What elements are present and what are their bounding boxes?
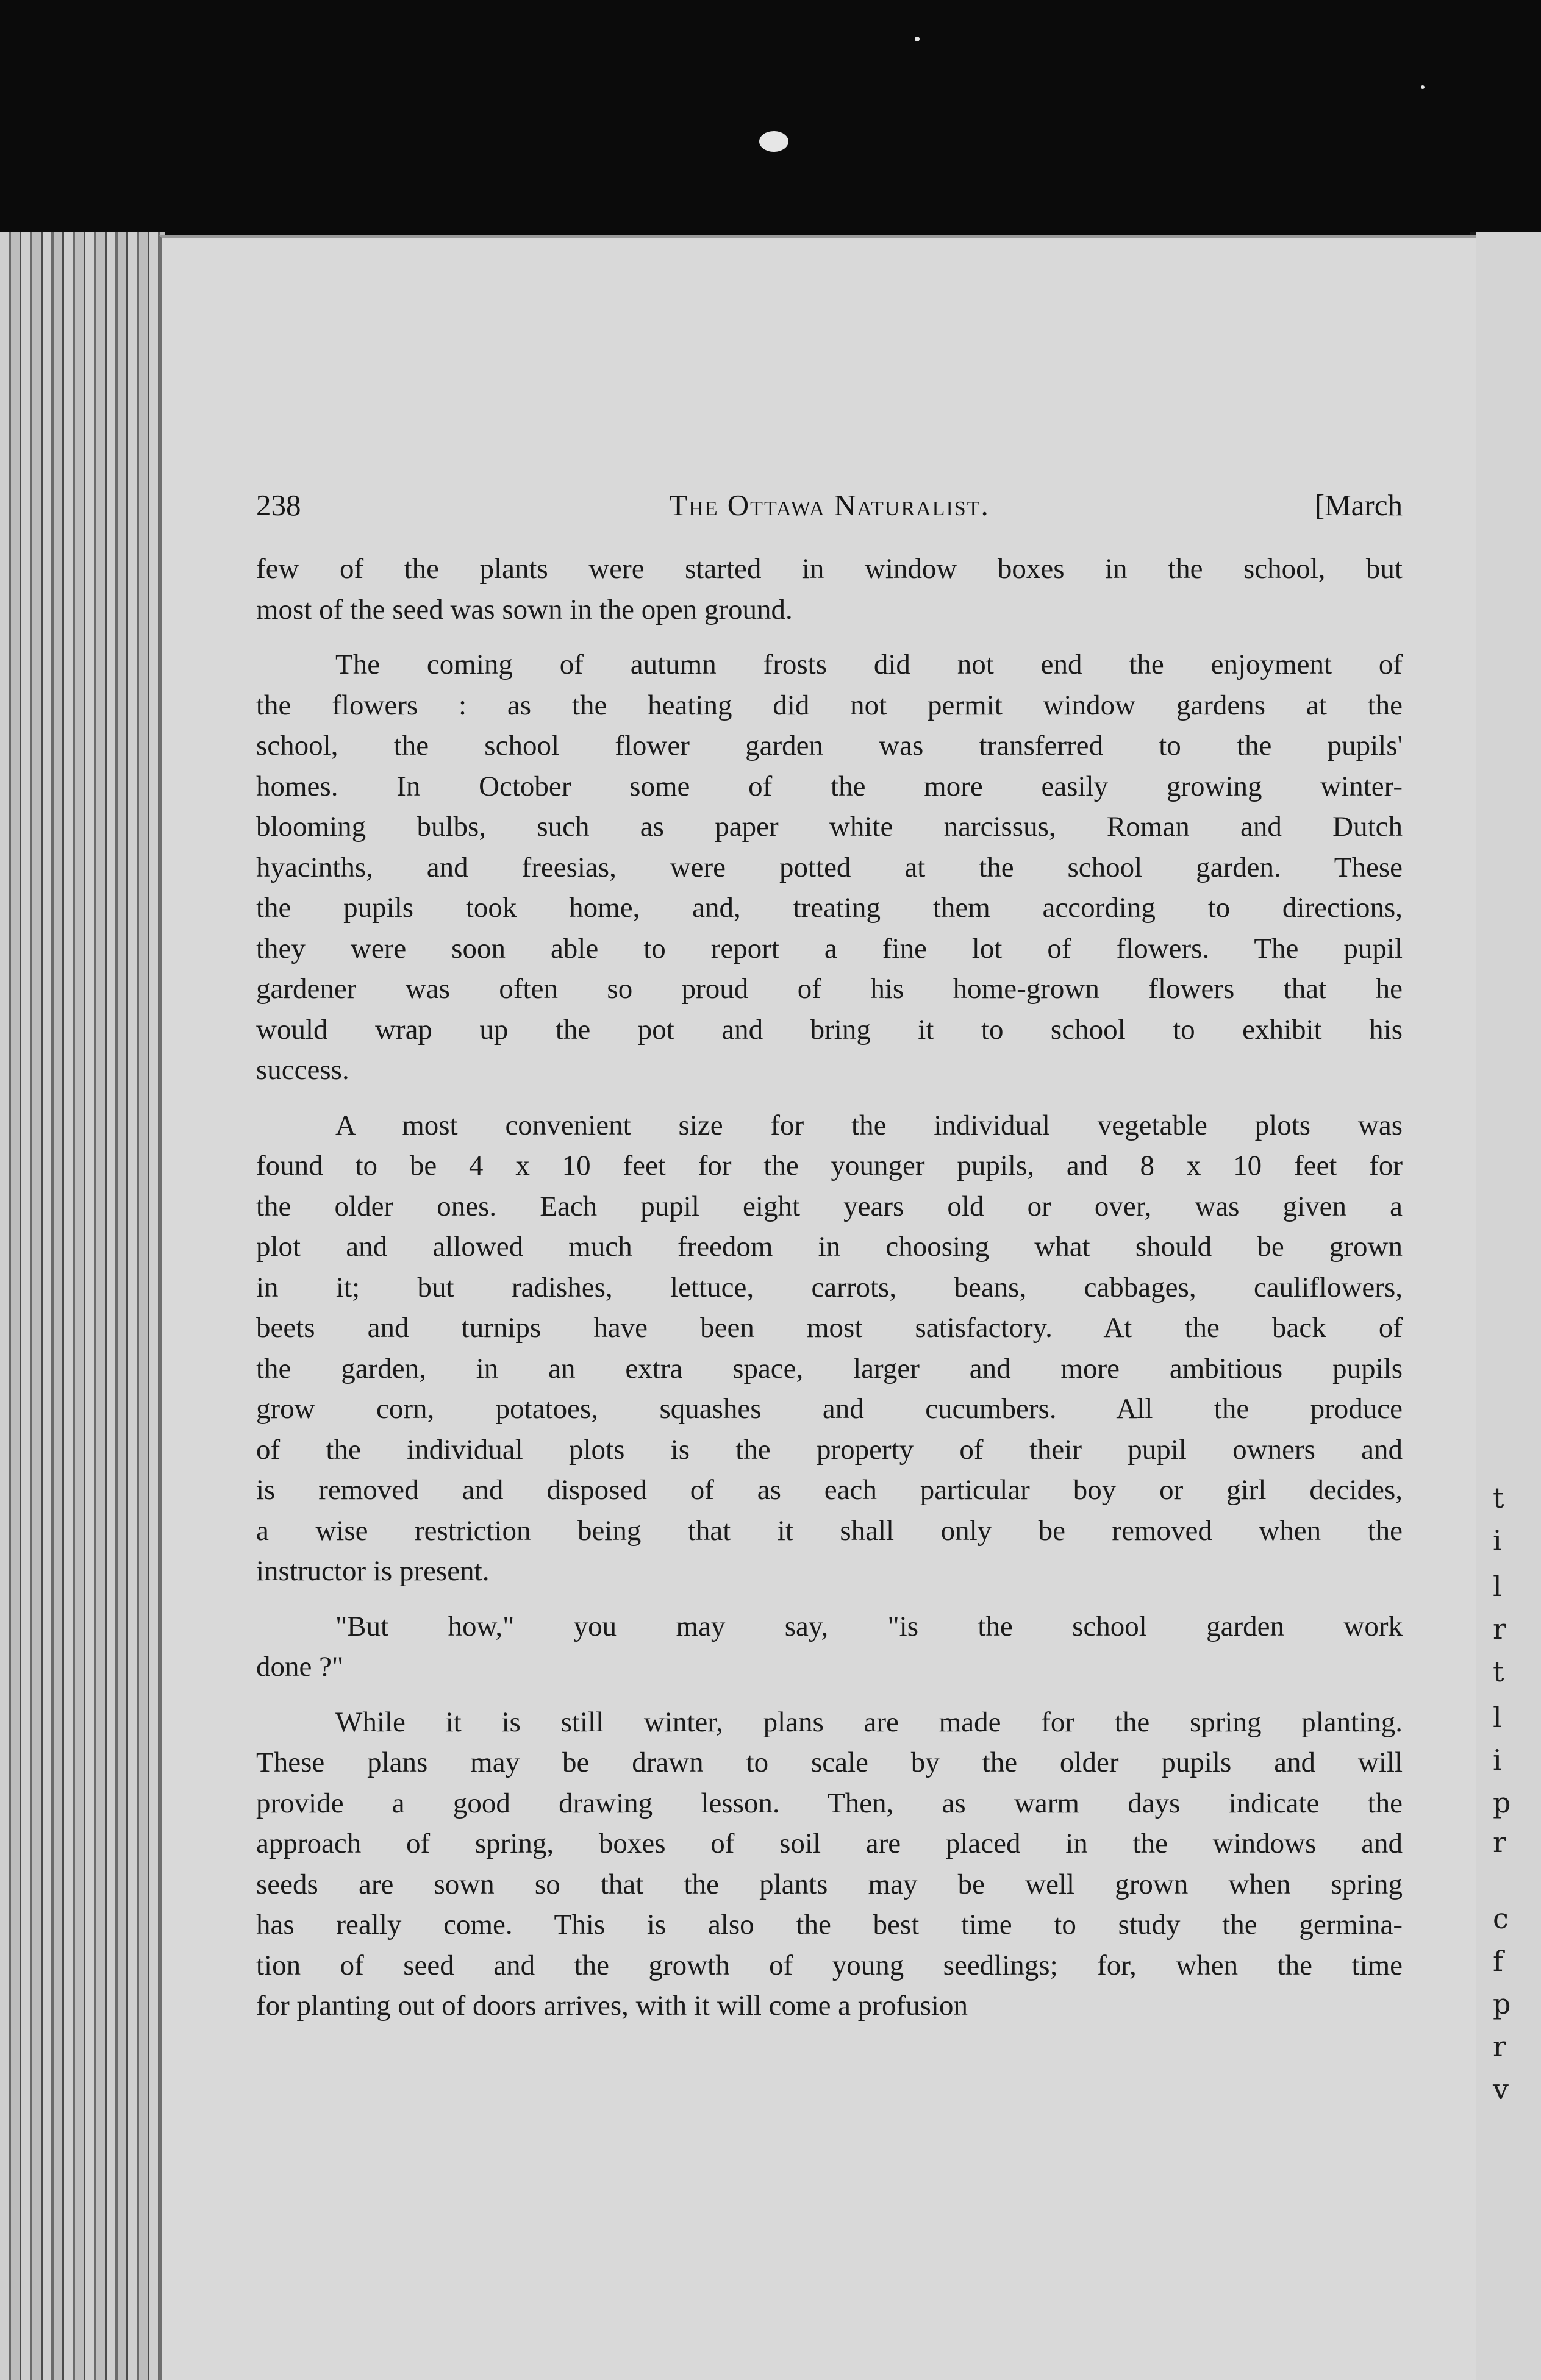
text-line: a wise restriction being that it shall only be removed when the — [256, 1514, 1403, 1547]
text-line: While it is still winter, plans are made for the spring planting. — [335, 1706, 1403, 1738]
text-line: blooming bulbs, such as paper white narcissus, Roman and Dutch — [256, 811, 1403, 843]
adjacent-page-letter: v — [1493, 2073, 1509, 2106]
adjacent-page-letter: f — [1493, 1945, 1504, 1978]
adjacent-page-letter: p — [1493, 1987, 1511, 2020]
journal-title: The Ottawa Naturalist. — [669, 488, 990, 522]
text-line: seeds are sown so that the plants may be well grown when spring — [256, 1868, 1403, 1900]
adjacent-page-letter: t — [1493, 1655, 1504, 1688]
text-line: few of the plants were started in window boxes in the school, but — [256, 553, 1403, 585]
paragraph — [256, 1606, 1403, 1687]
text-line: homes. In October some of the more easily growing winter- — [256, 770, 1403, 802]
paragraph-gap — [256, 1687, 1403, 1702]
text-line: beets and turnips have been most satisfactory. At the back of — [256, 1312, 1403, 1344]
paragraph-gap — [256, 1091, 1403, 1105]
dust-speck — [1421, 85, 1425, 89]
text-line: plot and allowed much freedom in choosing what should be grown — [256, 1231, 1403, 1263]
text-line: found to be 4 x 10 feet for the younger pupils, and 8 x 10 feet for — [256, 1150, 1403, 1181]
text-line: These plans may be drawn to scale by the older pupils and will — [256, 1747, 1403, 1778]
text-line: would wrap up the pot and bring it to school to exhibit his — [256, 1013, 1403, 1046]
paragraph-gap — [256, 1592, 1403, 1606]
dust-speck — [759, 131, 788, 152]
adjacent-page-letter: t — [1493, 1481, 1504, 1514]
text-line: they were soon able to report a fine lot of flowers. The pupil — [256, 932, 1403, 964]
adjacent-page-letter: l — [1493, 1570, 1502, 1603]
text-line: of the individual plots is the property of their pupil owners and — [256, 1433, 1403, 1466]
issue-month: [March — [1314, 488, 1403, 522]
adjacent-page-letter: l — [1493, 1701, 1502, 1734]
text-line: success. — [256, 1054, 349, 1086]
text-line: the pupils took home, and, treating them according to directions, — [256, 892, 1403, 924]
adjacent-page-letter: r — [1493, 1826, 1506, 1859]
text-line: grow corn, potatoes, squashes and cucumbers. All the produce — [256, 1393, 1403, 1425]
text-line: school, the school flower garden was transferred to the pupils' — [256, 730, 1403, 761]
text-line: provide a good drawing lesson. Then, as warm days indicate the — [256, 1787, 1403, 1819]
text-line: A most convenient size for the individual vegetable plots was — [335, 1109, 1403, 1141]
page-number: 238 — [256, 488, 301, 522]
text-line: "But how," you may say, "is the school garden work — [335, 1610, 1403, 1642]
text-line: done ?" — [256, 1651, 344, 1683]
adjacent-page-letter: i — [1493, 1744, 1502, 1776]
text-line: gardener was often so proud of his home-grown flowers that he — [256, 973, 1403, 1005]
adjacent-page-letter: c — [1493, 1902, 1509, 1935]
text-line: hyacinths, and freesias, were potted at the school garden. These — [256, 851, 1403, 883]
text-line: the garden, in an extra space, larger and more ambitious pupils — [256, 1352, 1403, 1384]
paragraph-gap — [256, 630, 1403, 644]
text-line: has really come. This is also the best time to study the germina- — [256, 1909, 1403, 1940]
paragraph — [256, 549, 1403, 630]
running-header — [256, 488, 1403, 530]
dust-speck — [915, 37, 920, 41]
paragraph — [256, 1105, 1403, 1592]
adjacent-page-letter: p — [1493, 1786, 1511, 1819]
text-line: The coming of autumn frosts did not end the enjoyment of — [335, 649, 1403, 680]
text-line: is removed and disposed of as each particular boy or girl decides, — [256, 1474, 1403, 1506]
text-line: the older ones. Each pupil eight years old or over, was given a — [256, 1190, 1403, 1222]
stacked-page-edges — [0, 232, 165, 2380]
text-line: tion of seed and the growth of young seedlings; for, when the time — [256, 1949, 1403, 1981]
text-line: most of the seed was sown in the open ground. — [256, 593, 793, 625]
adjacent-page-letter: r — [1493, 1612, 1506, 1645]
text-line: the flowers : as the heating did not permit window gardens at the — [256, 689, 1403, 721]
text-line: for planting out of doors arrives, with it will come a profusion — [256, 1990, 968, 2022]
text-line: in it; but radishes, lettuce, carrots, beans, cabbages, cauliflowers, — [256, 1271, 1403, 1303]
adjacent-page-letter: i — [1493, 1524, 1502, 1557]
paragraph — [256, 644, 1403, 1091]
adjacent-page-letter: r — [1493, 2030, 1506, 2063]
adjacent-page-strip — [1470, 232, 1541, 2380]
text-line: instructor is present. — [256, 1555, 490, 1587]
article-body — [256, 549, 1403, 2026]
text-line: approach of spring, boxes of soil are placed in the windows and — [256, 1828, 1403, 1859]
paragraph — [256, 1702, 1403, 2026]
